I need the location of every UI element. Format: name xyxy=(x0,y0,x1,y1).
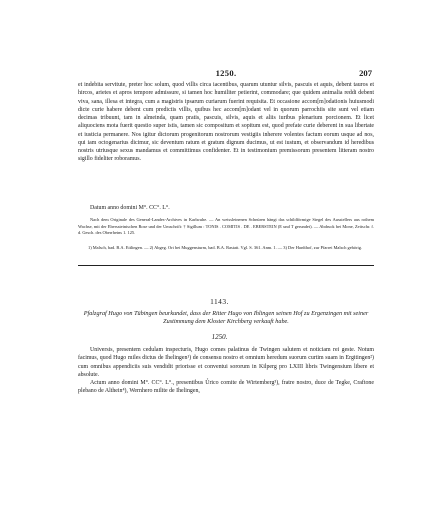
source-note-text: Nach dem Originale des General-Landes-Archives in Karlsruhe. — An weissleinenen Schnüren hängt das schildförmige Siegel des Ausstellers aus rothem Wachse, mit der Eberssteinischen Rose und der Umschrift: † Sigillum : TONIS . COMITIS . DE . EBERSTEIN (E und T gerundet). — Abdruck bei Mone, Zeitschr. f. d. Gesch. des Oberrheins 1. 125. xyxy=(78,217,374,236)
document-text-paragraph: Actum anno domini M°. CC°. L°., presentibus Ůrico comite de Wirtemberg³), fratre nostro, duce de Tegke, Craftone plebano de Althein⁴), Wernhero milite de Ihelingen, xyxy=(78,380,374,395)
section-divider xyxy=(78,265,374,266)
main-text-paragraph: et indebita servitute, preter hoc solum, quod villis circa iacentibus, quarum utuntur silvis, pascuis et aquis, debent tauros et hircos, arietes et apros tempore admissure, si tamen hoc humiliter petierint, commodare; que quidem animalia reddi debent viva, sana, illesa et integra, cum a magistris ipsarum curiarum fuerint requisita. Et occasione accom[m]odationis huiusmodi dicte curie habere debent cum predictis villis, quibus hec accom[m]odant vel in quorum parrochiis site sunt vel etiam decimas tribuunt, tam in almeinda, quam pratis, pascuis, silvis, aquis et aliis iuribus plenarium porcionem. Et licet aliquociens mota fuerit questio super istis, tamen sic compositum et sopitum est, quod prefate curie deberent in sua libertate et iusticia permanere. Nos igitur dictorum progenitorum nostrorum vestigiis inherere volentes factum eorum usque ad nos, qui iam octogenarius dicimur, sic deventum ratum et gratum dignum ducimus, ut est iustum, et observandum id heredibus nostris utriusque sexus mandamus et committimus confidenter. Et in testimonium premissorum presentem litteram nostro sigillo fideliter roboramus. xyxy=(78,82,374,163)
main-text xyxy=(78,81,374,164)
document-number: 1143. xyxy=(210,297,229,306)
footnote: 1) Malsch, bad. B.A. Ettlingen. — 2) Abgeg. Ort bei Muggensturm, bad. B.A. Rastatt. Vgl. S. 361. Anm. 1. — 3) Der Hardthof, zur Pfarrei Malsch gehörig. xyxy=(88,245,363,250)
document-text-paragraph: Universis, presentem cedulam inspecturis, Hugo comes palatinus de Twingen salutem et noticiam rei geste. Notum facimus, quod Hugo miles dictus de Ihelingen¹) de consensu nostro et omnium heredum suorum curtim suam in Ergitingen²) cum omnibus appendiciis suis vendidit priorisse et conventui sororum in Kilperg pro LXIII libris Twingensium libere et absolute. xyxy=(78,347,374,378)
document-year: 1250. xyxy=(211,333,228,341)
source-note xyxy=(78,217,374,237)
footnotes xyxy=(78,245,374,252)
page-number: 207 xyxy=(359,68,372,78)
document-regest: Pfalzgraf Hugo von Tübingen beurkundet, dass der Ritter Hugo von Ihlingen seinen Hof zu Ergenzingen mit seiner Zustimmung dem Kloster Kirchberg verkauft habe. xyxy=(83,310,369,326)
dating-clause: Datum anno domini M°. CC°. L°. xyxy=(90,205,170,211)
running-head-year: 1250. xyxy=(215,68,237,78)
running-head xyxy=(80,68,372,80)
document-text xyxy=(78,346,374,396)
